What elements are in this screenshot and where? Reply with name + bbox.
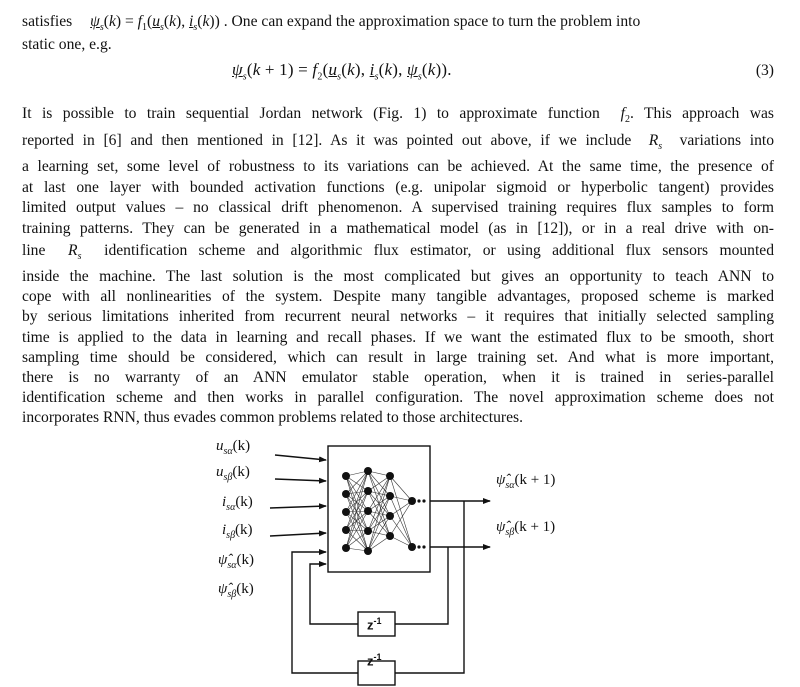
para-line-12: sampling time should be considered, which can result in large training set. And what is more important,: [22, 349, 774, 366]
input-arrow-i-beta: [270, 533, 326, 536]
input-arrow-u-alpha: [275, 455, 326, 460]
delay-block-label-1: $z^{-1}$: [367, 616, 382, 633]
input-arrow-psi-beta: [310, 564, 326, 596]
input-label-psi-alpha: $\psî_{s\alpha}(k)$: [218, 552, 254, 571]
text-fragment: . One can expand the approximation space to turn the problem into: [223, 13, 641, 30]
para-line-6: training patterns. They can be generated in a mathematical model (as in [12]), or in a real drive with on-: [22, 220, 774, 237]
para-line-8: inside the machine. The last solution is the most complicated but gives an opportunity to teach ANN to: [22, 268, 774, 285]
feedback-line-beta: [395, 547, 448, 624]
output-label-psi-beta: $\psî_{s\beta}(k + 1)$: [496, 519, 556, 538]
para-line-10: by serious limitations inherited from recurrent neural networks – it requires that initially selected sampling: [22, 308, 774, 325]
neural-network-block: [328, 446, 430, 572]
delay-block-1: [358, 612, 395, 636]
input-arrow-u-beta: [275, 479, 326, 481]
para-line-5: limited output values – no classical drift phenomenon. A supervised training requires flux samples to form: [22, 199, 774, 216]
jordan-network-figure: [200, 436, 600, 686]
input-label-u-beta: $u_{s\beta}(k)$: [216, 464, 250, 483]
para-line-4: at last one layer with bounded activation functions (e.g. unipolar sigmoid or hyperbolic tangent) provides: [22, 179, 774, 196]
para-line-11: time is applied to the data in learning and recall phases. If we want the estimated flux to be smooth, short: [22, 329, 774, 346]
para-line-14: identification scheme and then works in parallel configuration. The novel approximation scheme does not: [22, 389, 774, 406]
inline-equation-ψs: $\psi_s(k) = f_1(u_s(k)$, $i_s(k)$): [90, 13, 224, 34]
text-fragment: reported in [6] and then mentioned in [12]. As it was pointed out above, if we include: [22, 132, 632, 149]
para-line-2: reported in [6] and then mentioned in [12]. As it was pointed out above, if we include $R_s$ variations into: [22, 132, 775, 153]
delay-block-2: [358, 661, 395, 685]
para-line-7: line $R_s$ identification scheme and algorithmic flux estimator, or using additional flux sensors mounted: [22, 242, 775, 263]
equation-number: (3): [755, 62, 774, 79]
para-line-3: a learning set, some level of robustness to its variations can be achieved. At the same time, the presence of: [22, 158, 774, 175]
input-label-u-alpha: $u_{s\alpha}(k)$: [216, 438, 251, 457]
delay-block-label-2: $z^{-1}$: [367, 652, 382, 669]
text-fragment: satisfies: [22, 13, 73, 30]
para-line-15: incorporates RNN, thus evades common problems related to those architectures.: [22, 409, 524, 426]
text-fragment: It is possible to train sequential Jordan network (Fig. 1) to approximate function: [22, 105, 600, 122]
neural-net-graphic: [342, 467, 426, 555]
output-label-psi-alpha: $\psî_{s\alpha}(k + 1)$: [496, 472, 556, 491]
feedback-line-beta-return: [310, 596, 358, 624]
input-label-psi-beta: $\psî_{s\beta}(k)$: [218, 581, 254, 600]
para-line-1: It is possible to train sequential Jordan network (Fig. 1) to approximate function $f_2$. This approach was: [22, 105, 775, 126]
text-fragment: . This approach was: [629, 105, 775, 122]
feedback-line-alpha-return: [292, 566, 358, 673]
diagram-svg: [200, 436, 600, 686]
text-fragment: identification scheme and algorithmic flux estimator, or using additional flux sensors mounted: [104, 242, 775, 259]
input-arrow-i-alpha: [270, 506, 326, 508]
para-line-13: there is no warranty of an ANN emulator stable operation, when it is trained in series-parallel: [22, 369, 774, 386]
equation-3: $\psi_s(k + 1) = f_2(u_s(k)$, $i_s(k)$, $\psi_s(k)$).: [232, 60, 452, 83]
text-fragment: variations into: [679, 132, 775, 149]
para-line-9: cope with all nonlinearities of the system. Despite many tangible advantages, proposed scheme is marked: [22, 288, 774, 305]
input-label-i-alpha: $i_{s\alpha}(k)$: [222, 494, 253, 513]
input-label-i-beta: $i_{s\beta}(k)$: [222, 522, 253, 541]
text-fragment: line: [22, 242, 46, 259]
text-line-2: static one, e.g.: [22, 36, 112, 53]
